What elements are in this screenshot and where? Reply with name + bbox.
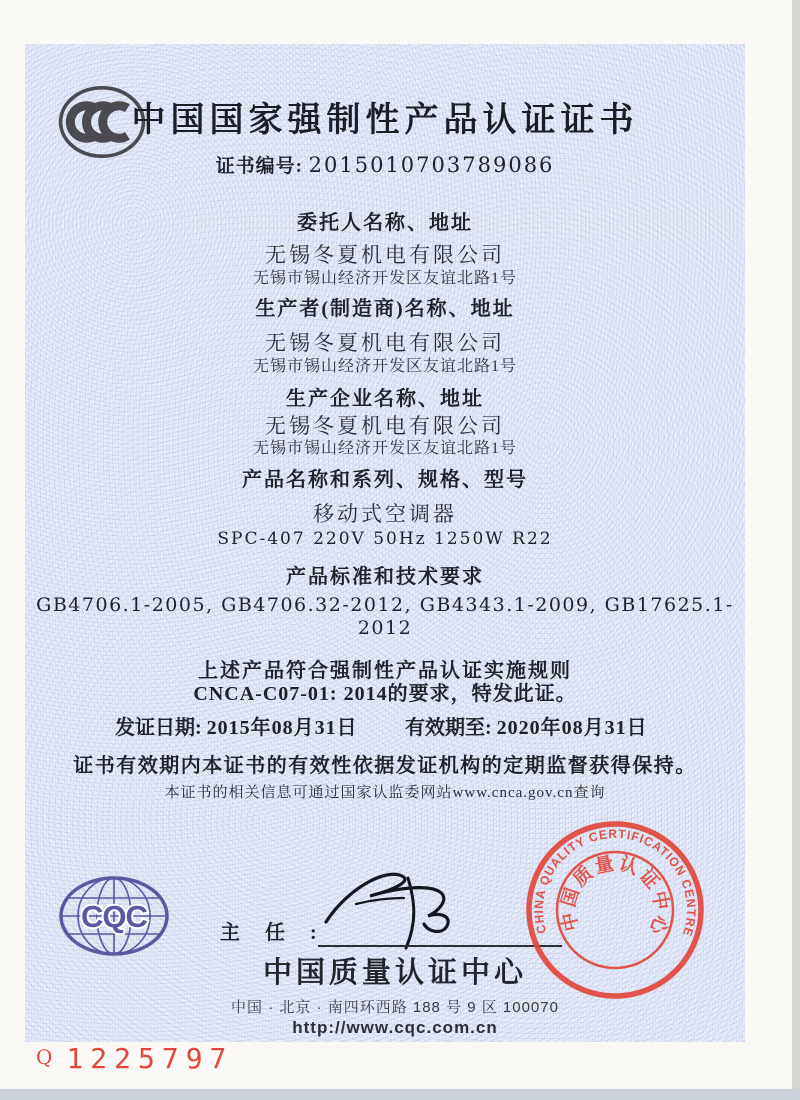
svg-text:中国质量认证中心 xyxy=(556,852,674,940)
serial-digits: 1225797 xyxy=(66,1042,234,1075)
issue-date-value: 2015年08月31日 xyxy=(206,717,358,739)
scan-edge-right xyxy=(792,0,800,1100)
certificate-title: 中国国家强制性产品认证证书 xyxy=(131,102,639,139)
product-name: 移动式空调器 xyxy=(313,502,457,526)
valid-until-label: 有效期至: xyxy=(405,717,492,739)
cqc-logo-text: CQC xyxy=(81,899,147,934)
issuer-address: 中国 · 北京 · 南四环西路 188 号 9 区 100070 xyxy=(231,999,559,1016)
certificate-number-value: 2015010703789086 xyxy=(308,153,555,177)
issuer-name: 中国质量认证中心 xyxy=(262,957,527,989)
factory-address: 无锡市锡山经济开发区友谊北路1号 xyxy=(252,440,517,457)
factory-name: 无锡冬夏机电有限公司 xyxy=(265,414,505,438)
conformity-statement-line2: CNCA-C07-01: 2014的要求，特发此证。 xyxy=(193,683,577,705)
scan-edge-bottom xyxy=(0,1089,800,1100)
manufacturer-section-label: 生产者(制造商)名称、地址 xyxy=(255,298,515,320)
issue-date xyxy=(115,711,358,740)
cqc-globe-icon xyxy=(58,875,170,957)
serial-number xyxy=(36,1042,233,1075)
applicant-name: 无锡冬夏机电有限公司 xyxy=(265,243,505,267)
issue-date-label: 发证日期: xyxy=(115,717,202,739)
applicant-address: 无锡市锡山经济开发区友谊北路1号 xyxy=(252,270,517,287)
factory-section-label: 生产企业名称、地址 xyxy=(286,388,484,410)
certificate-panel xyxy=(25,44,745,1042)
issuer-url: http://www.cqc.com.cn xyxy=(292,1018,498,1037)
query-note: 本证书的相关信息可通过国家认监委网站www.cnca.gov.cn查询 xyxy=(164,785,606,801)
validity-note: 证书有效期内本证书的有效性依据发证机构的定期监督获得保持。 xyxy=(73,755,697,777)
manufacturer-name: 无锡冬夏机电有限公司 xyxy=(265,331,505,355)
valid-until-value: 2020年08月31日 xyxy=(496,717,648,739)
conformity-statement-line1: 上述产品符合强制性产品认证实施规则 xyxy=(198,660,572,682)
valid-until xyxy=(405,711,648,740)
standards-list-line1: GB4706.1-2005, GB4706.32-2012, GB4343.1-2009, GB17625.1- xyxy=(36,594,734,616)
official-seal-icon xyxy=(523,818,707,1002)
director-label: 主 任 : xyxy=(220,922,327,944)
product-model: SPC-407 220V 50Hz 1250W R22 xyxy=(217,529,553,549)
standards-section-label: 产品标准和技术要求 xyxy=(286,566,484,588)
product-section-label: 产品名称和系列、规格、型号 xyxy=(242,469,528,491)
applicant-section-label: 委托人名称、地址 xyxy=(297,212,473,234)
seal-chinese-text: 中国质量认证中心 xyxy=(557,852,673,941)
manufacturer-address: 无锡市锡山经济开发区友谊北路1号 xyxy=(252,358,517,375)
director-signature-icon xyxy=(320,860,470,952)
seal-english-text: CHINA QUALITY CERTIFICATION CENTRE xyxy=(531,826,699,939)
serial-prefix: Q xyxy=(36,1045,53,1069)
standards-list-line2: 2012 xyxy=(357,617,413,639)
certificate-number-row xyxy=(25,151,745,178)
certificate-number-label: 证书编号: xyxy=(215,156,303,177)
